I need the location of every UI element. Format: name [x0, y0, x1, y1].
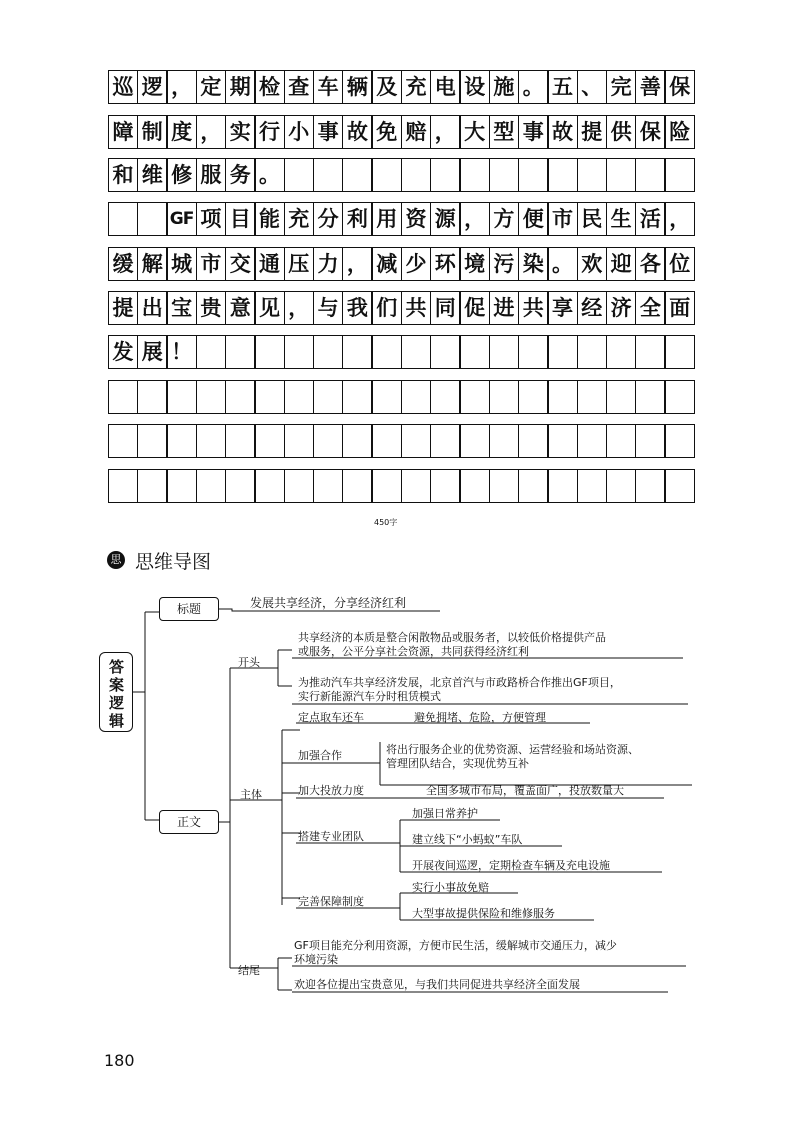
main-point-1-text: 避免拥堵、危险，方便管理 — [414, 711, 546, 724]
grid-cell: 免 — [372, 115, 402, 149]
grid-cell: 见 — [255, 291, 285, 325]
grid-cell: 保 — [635, 115, 665, 149]
grid-cell: 保 — [665, 70, 695, 104]
grid-cell: 实 — [225, 115, 255, 149]
opening-point-1a: 共享经济的本质是整合闲散物品或服务者，以较低价格提供产品 — [298, 631, 606, 644]
grid-cell: 辆 — [342, 70, 372, 104]
title-text: 发展共享经济，分享经济红利 — [250, 596, 407, 610]
grid-cell: 方 — [489, 202, 519, 236]
grid-cell: 障 — [108, 115, 138, 149]
grid-cell: 力 — [313, 247, 343, 281]
main-point-5-sub-2: 大型事故提供保险和维修服务 — [412, 907, 555, 920]
grid-cell: 制 — [137, 115, 167, 149]
grid-cell: 缓 — [108, 247, 138, 281]
grid-cell: 供 — [606, 115, 636, 149]
grid-cell: 能 — [255, 202, 285, 236]
grid-cell: 定 — [196, 70, 226, 104]
grid-cell: 电 — [430, 70, 460, 104]
grid-cell: 市 — [196, 247, 226, 281]
grid-cell: 经 — [577, 291, 607, 325]
grid-cell: 用 — [372, 202, 402, 236]
grid-cell: 、 — [577, 70, 607, 104]
main-point-4-sub-3: 开展夜间巡逻，定期检查车辆及充电设施 — [412, 859, 610, 872]
grid-cell: 贵 — [196, 291, 226, 325]
body-node: 正文 — [159, 810, 219, 834]
grid-cell: 压 — [284, 247, 314, 281]
mind-map-icon: 思 — [107, 551, 125, 569]
grid-cell: 济 — [606, 291, 636, 325]
grid-cell: 位 — [665, 247, 695, 281]
grid-cell: 。 — [518, 70, 548, 104]
grid-cell: ， — [167, 70, 197, 104]
grid-cell: 活 — [635, 202, 665, 236]
grid-cell: ， — [196, 115, 226, 149]
grid-cell: 交 — [225, 247, 255, 281]
grid-cell: 事 — [313, 115, 343, 149]
grid-cell: 生 — [606, 202, 636, 236]
opening-point-1b: 或服务，公平分享社会资源，共同获得经济红利 — [298, 645, 529, 658]
opening-point-2a: 为推动汽车共享经济发展，北京首汽与市政路桥合作推出GF项目， — [298, 676, 621, 689]
mind-map-root-node: 答案逻辑 — [99, 652, 133, 732]
grid-cell: 修 — [167, 158, 197, 192]
grid-cell: 险 — [665, 115, 695, 149]
ending-point-1b: 环境污染 — [294, 953, 338, 966]
grid-cell: 务 — [225, 158, 255, 192]
grid-cell: 们 — [372, 291, 402, 325]
grid-cell: 巡 — [108, 70, 138, 104]
grid-cell: 源 — [430, 202, 460, 236]
grid-cell: 通 — [255, 247, 285, 281]
grid-cell: 境 — [460, 247, 490, 281]
grid-cell: ， — [284, 291, 314, 325]
grid-cell: 我 — [342, 291, 372, 325]
main-point-5-sub-1: 实行小事故免赔 — [412, 881, 489, 894]
grid-cell: 充 — [284, 202, 314, 236]
grid-cell: 共 — [518, 291, 548, 325]
grid-cell: 大 — [460, 115, 490, 149]
grid-cell: 施 — [489, 70, 519, 104]
grid-cell: 环 — [430, 247, 460, 281]
grid-cell: 资 — [401, 202, 431, 236]
grid-cell: 迎 — [606, 247, 636, 281]
grid-cell: 目 — [225, 202, 255, 236]
grid-cell: 提 — [577, 115, 607, 149]
grid-cell: 促 — [460, 291, 490, 325]
grid-cell: 查 — [284, 70, 314, 104]
main-point-1: 定点取车还车 — [298, 711, 364, 724]
grid-cell: 行 — [255, 115, 285, 149]
main-point-5: 完善保障制度 — [298, 895, 364, 908]
grid-cell: 共 — [401, 291, 431, 325]
grid-cell: 与 — [313, 291, 343, 325]
opening-point-2b: 实行新能源汽车分时租赁模式 — [298, 690, 441, 703]
main-point-4-sub-1: 加强日常养护 — [412, 807, 478, 820]
grid-cell: 五 — [548, 70, 578, 104]
grid-cell: ！ — [167, 335, 197, 369]
grid-cell: 和 — [108, 158, 138, 192]
main-point-2-text-a: 将出行服务企业的优势资源、运营经验和场站资源、 — [386, 743, 639, 756]
grid-cell: 同 — [430, 291, 460, 325]
page-number: 180 — [104, 1051, 135, 1070]
ending-point-1a: GF项目能充分利用资源，方便市民生活，缓解城市交通压力，减少 — [294, 939, 617, 952]
main-point-4: 搭建专业团队 — [298, 830, 364, 843]
grid-cell: 欢 — [577, 247, 607, 281]
grid-cell: 面 — [665, 291, 695, 325]
grid-cell: 展 — [137, 335, 167, 369]
grid-cell: 减 — [372, 247, 402, 281]
grid-cell: 项 — [196, 202, 226, 236]
grid-cell: 分 — [313, 202, 343, 236]
grid-cell: 故 — [548, 115, 578, 149]
grid-cell: 度 — [167, 115, 197, 149]
grid-cell: 染 — [518, 247, 548, 281]
main-point-3: 加大投放力度 — [298, 784, 364, 797]
grid-cell: 享 — [548, 291, 578, 325]
grid-cell: 型 — [489, 115, 519, 149]
grid-cell: 市 — [548, 202, 578, 236]
main-label: 主体 — [240, 788, 262, 801]
grid-cell: 宝 — [167, 291, 197, 325]
grid-cell: ， — [342, 247, 372, 281]
grid-cell: 全 — [635, 291, 665, 325]
grid-cell: 。 — [255, 158, 285, 192]
grid-cell: 小 — [284, 115, 314, 149]
grid-cell: 善 — [635, 70, 665, 104]
grid-cell: 进 — [489, 291, 519, 325]
grid-cell: 意 — [225, 291, 255, 325]
main-point-2: 加强合作 — [298, 749, 342, 762]
grid-cell: 充 — [401, 70, 431, 104]
mind-map-heading: 思维导图 — [135, 551, 212, 573]
grid-cell: 出 — [137, 291, 167, 325]
grid-cell: 完 — [606, 70, 636, 104]
grid-cell: ， — [665, 202, 695, 236]
grid-cell: 少 — [401, 247, 431, 281]
grid-cell: GF — [167, 202, 197, 236]
title-node: 标题 — [159, 597, 219, 621]
grid-cell: 。 — [548, 247, 578, 281]
grid-cell: 城 — [167, 247, 197, 281]
grid-cell: 设 — [460, 70, 490, 104]
grid-cell: 车 — [313, 70, 343, 104]
grid-cell: 污 — [489, 247, 519, 281]
grid-cell: 逻 — [137, 70, 167, 104]
word-count-label: 450字 — [374, 518, 398, 527]
grid-cell: 发 — [108, 335, 138, 369]
grid-cell: 故 — [342, 115, 372, 149]
grid-cell: 服 — [196, 158, 226, 192]
grid-cell: 各 — [635, 247, 665, 281]
grid-cell: 期 — [225, 70, 255, 104]
grid-cell: 利 — [342, 202, 372, 236]
main-point-2-text-b: 管理团队结合，实现优势互补 — [386, 757, 529, 770]
opening-label: 开头 — [238, 656, 260, 669]
grid-cell: ， — [430, 115, 460, 149]
main-point-3-text: 全国多城市布局，覆盖面广，投放数量大 — [426, 784, 624, 797]
grid-cell: 维 — [137, 158, 167, 192]
grid-cell: 民 — [577, 202, 607, 236]
main-point-4-sub-2: 建立线下“小蚂蚁”车队 — [412, 833, 523, 846]
grid-cell: 便 — [518, 202, 548, 236]
grid-cell: 及 — [372, 70, 402, 104]
grid-cell: ， — [460, 202, 490, 236]
grid-cell: 事 — [518, 115, 548, 149]
ending-point-2: 欢迎各位提出宝贵意见，与我们共同促进共享经济全面发展 — [294, 978, 580, 991]
ending-label: 结尾 — [238, 964, 260, 977]
grid-cell: 检 — [255, 70, 285, 104]
grid-cell: 解 — [137, 247, 167, 281]
grid-cell: 赔 — [401, 115, 431, 149]
grid-cell: 提 — [108, 291, 138, 325]
